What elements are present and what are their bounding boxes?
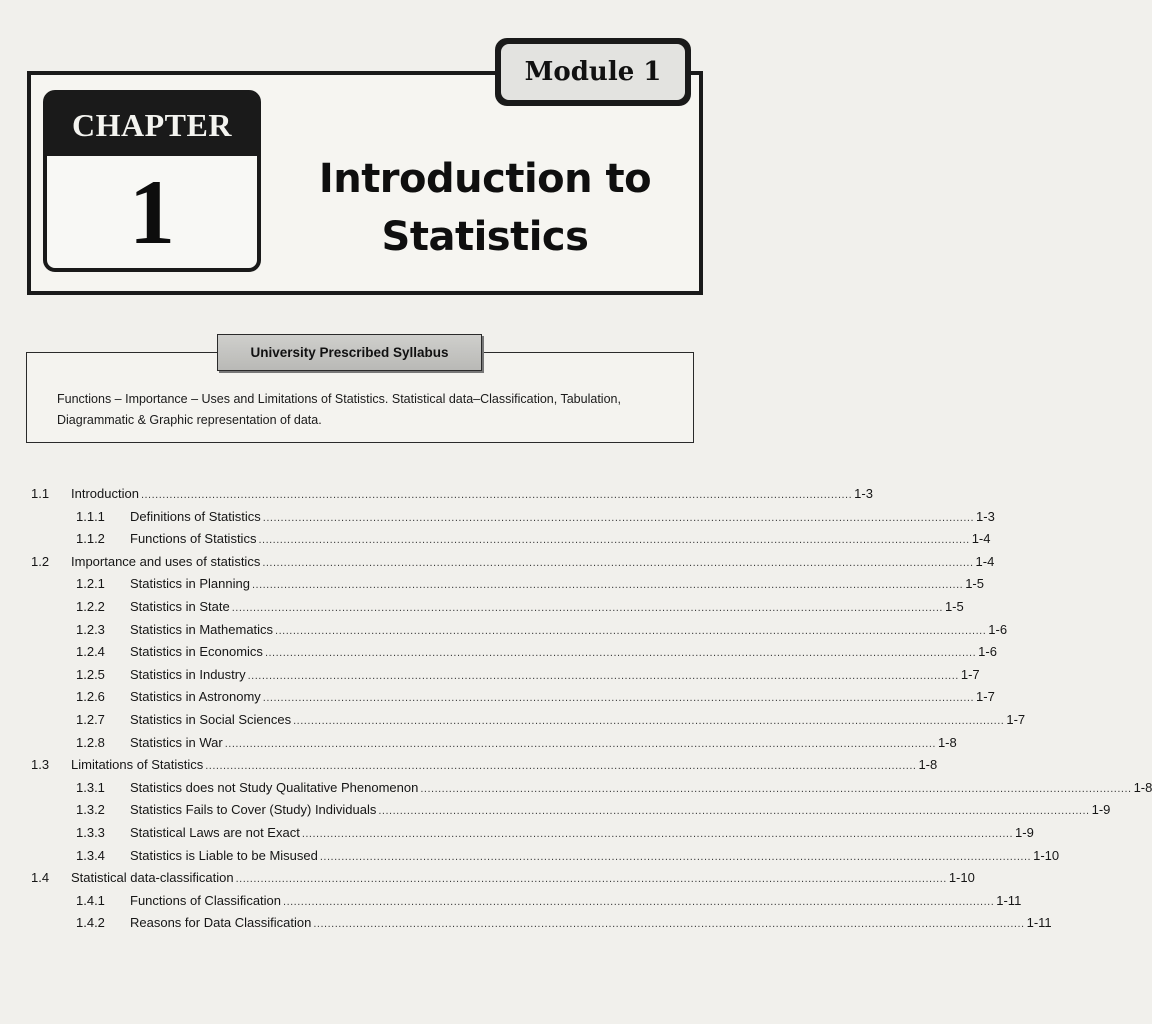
toc-entry-title: Statistics in Social Sciences <box>130 712 292 727</box>
toc-entry-number: 1.3 <box>31 757 50 773</box>
toc-entry-title: Statistical data-classification <box>71 870 234 886</box>
toc-entry <box>76 915 1052 935</box>
toc-entry-title: Limitations of Statistics <box>71 757 204 773</box>
toc-entry-page: 1-4 <box>971 531 991 547</box>
toc-dot-leader: ........................................................................................................................................................................................................ <box>262 692 975 705</box>
toc-entry-page: 1-8 <box>1133 779 1152 795</box>
toc-entry-number: 1.2.5 <box>76 666 105 682</box>
toc-dot-leader: ........................................................................................................................................................................................................ <box>224 737 936 750</box>
toc-dot-leader: ........................................................................................................................................................................................................ <box>264 647 977 660</box>
toc-entry <box>76 825 1034 845</box>
chapter-box <box>43 90 261 272</box>
toc-dot-leader: ........................................................................................................................................................................................................ <box>205 760 917 773</box>
toc-entry-title: Importance and uses of statistics <box>71 553 261 569</box>
toc-entry-number: 1.3.2 <box>76 802 105 818</box>
toc-dot-leader: ........................................................................................................................................................................................................ <box>231 602 943 614</box>
toc-entry <box>31 870 975 890</box>
toc-entry <box>76 508 995 529</box>
toc-entry-number: 1.2.1 <box>76 576 105 592</box>
chapter-number: 1 <box>129 161 175 263</box>
toc-entry-title: Functions of Statistics <box>130 531 257 547</box>
toc-dot-leader: ........................................................................................................................................................................................................ <box>313 918 1025 931</box>
toc-dot-leader: ........................................................................................................................................................................................................ <box>258 534 970 547</box>
toc-entry <box>76 779 1152 800</box>
toc-entry <box>76 892 1022 913</box>
toc-entry <box>31 757 938 777</box>
toc-entry-page: 1-4 <box>975 553 995 569</box>
syllabus-heading: University Prescribed Syllabus <box>217 334 482 371</box>
module-badge <box>495 38 691 106</box>
toc-entry-page: 1-7 <box>976 689 995 705</box>
toc-entry <box>76 576 984 596</box>
toc-entry-page: 1-11 <box>996 892 1022 908</box>
toc-dot-leader: ........................................................................................................................................................................................................ <box>301 828 1014 840</box>
chapter-title-line-2: Statistics <box>381 214 589 260</box>
toc-entry <box>76 847 1060 868</box>
toc-entry-title: Statistics Fails to Cover (Study) Individuals <box>130 802 377 818</box>
toc-entry-title: Statistics in War <box>130 734 223 750</box>
toc-entry-number: 1.2.4 <box>76 644 105 660</box>
toc-entry-number: 1.4 <box>31 870 50 886</box>
toc-entry <box>76 599 964 619</box>
toc-entry-number: 1.4.2 <box>76 915 105 931</box>
toc-dot-leader: ........................................................................................................................................................................................................ <box>140 489 853 501</box>
toc-entry-page: 1-7 <box>1006 712 1026 727</box>
toc-entry-title: Statistics in Mathematics <box>130 621 274 637</box>
toc-entry <box>76 666 980 687</box>
chapter-title <box>275 150 695 266</box>
toc-entry <box>76 644 997 664</box>
toc-entry-page: 1-5 <box>944 599 964 614</box>
toc-entry-number: 1.3.1 <box>76 779 105 795</box>
toc-entry-page: 1-5 <box>965 576 984 592</box>
toc-dot-leader: ........................................................................................................................................................................................................ <box>262 511 975 524</box>
toc-entry <box>76 734 957 755</box>
syllabus-text: Functions – Importance – Uses and Limitations of Statistics. Statistical data–Classification, Tabulation, Diagrammatic & Graphic representation of data. <box>57 392 621 427</box>
toc-dot-leader: ........................................................................................................................................................................................................ <box>262 556 974 569</box>
toc-entry-page: 1-3 <box>854 486 873 501</box>
toc-entry-title: Statistics in State <box>130 599 230 614</box>
toc-entry <box>31 553 995 574</box>
toc-entry-page: 1-9 <box>1015 825 1034 840</box>
toc-entry-title: Statistics is Liable to be Misused <box>130 847 318 863</box>
toc-entry-number: 1.1.2 <box>76 531 105 547</box>
toc-entry-page: 1-7 <box>960 666 980 682</box>
toc-entry <box>31 486 873 506</box>
toc-entry-title: Functions of Classification <box>130 892 282 908</box>
toc-entry-page: 1-8 <box>918 757 938 773</box>
toc-entry-number: 1.2 <box>31 553 50 569</box>
toc-dot-leader: ........................................................................................................................................................................................................ <box>251 579 964 592</box>
module-label: Module 1 <box>501 44 685 100</box>
toc-entry-page: 1-8 <box>937 734 957 750</box>
toc-dot-leader: ........................................................................................................................................................................................................ <box>319 850 1032 863</box>
toc-entry <box>76 712 1026 732</box>
toc-entry-title: Statistics in Planning <box>130 576 250 592</box>
toc-entry <box>76 621 1008 642</box>
toc-entry-title: Introduction <box>71 486 139 501</box>
toc-entry-page: 1-3 <box>976 508 995 524</box>
toc-entry-number: 1.3.4 <box>76 847 105 863</box>
toc-dot-leader: ........................................................................................................................................................................................................ <box>293 715 1005 727</box>
chapter-title-line-1: Introduction to <box>318 156 652 202</box>
toc-entry-number: 1.2.6 <box>76 689 105 705</box>
toc-entry-number: 1.2.8 <box>76 734 105 750</box>
toc-entry-number: 1.2.7 <box>76 712 105 727</box>
toc-dot-leader: ........................................................................................................................................................................................................ <box>275 624 987 637</box>
toc-entry-number: 1.1.1 <box>76 508 105 524</box>
toc-entry-title: Statistics in Industry <box>130 666 246 682</box>
toc-entry-page: 1-9 <box>1091 802 1111 818</box>
toc-entry-title: Statistical Laws are not Exact <box>130 825 300 840</box>
toc-entry-title: Statistics in Astronomy <box>130 689 261 705</box>
toc-entry-title: Statistics in Economics <box>130 644 263 660</box>
toc-dot-leader: ........................................................................................................................................................................................................ <box>420 782 1132 795</box>
toc-entry <box>76 531 991 551</box>
toc-entry-title: Definitions of Statistics <box>130 508 261 524</box>
toc-entry <box>76 802 1111 822</box>
toc-entry-page: 1-10 <box>948 870 975 886</box>
toc-entry-number: 1.1 <box>31 486 50 501</box>
toc-entry-page: 1-11 <box>1026 915 1052 931</box>
toc-entry-number: 1.2.3 <box>76 621 105 637</box>
chapter-label: CHAPTER <box>47 94 257 156</box>
toc-entry-page: 1-10 <box>1033 847 1060 863</box>
toc-entry-page: 1-6 <box>978 644 997 660</box>
toc-dot-leader: ........................................................................................................................................................................................................ <box>378 805 1090 818</box>
toc-entry-title: Statistics does not Study Qualitative Phenomenon <box>130 779 419 795</box>
toc-entry-number: 1.2.2 <box>76 599 105 614</box>
toc-entry-page: 1-6 <box>988 621 1008 637</box>
toc-entry-title: Reasons for Data Classification <box>130 915 312 931</box>
toc-entry-number: 1.3.3 <box>76 825 105 840</box>
toc-dot-leader: ........................................................................................................................................................................................................ <box>247 669 959 682</box>
toc-dot-leader: ........................................................................................................................................................................................................ <box>235 873 947 886</box>
toc-entry <box>76 689 995 709</box>
toc-dot-leader: ........................................................................................................................................................................................................ <box>283 895 995 908</box>
toc-entry-number: 1.4.1 <box>76 892 105 908</box>
